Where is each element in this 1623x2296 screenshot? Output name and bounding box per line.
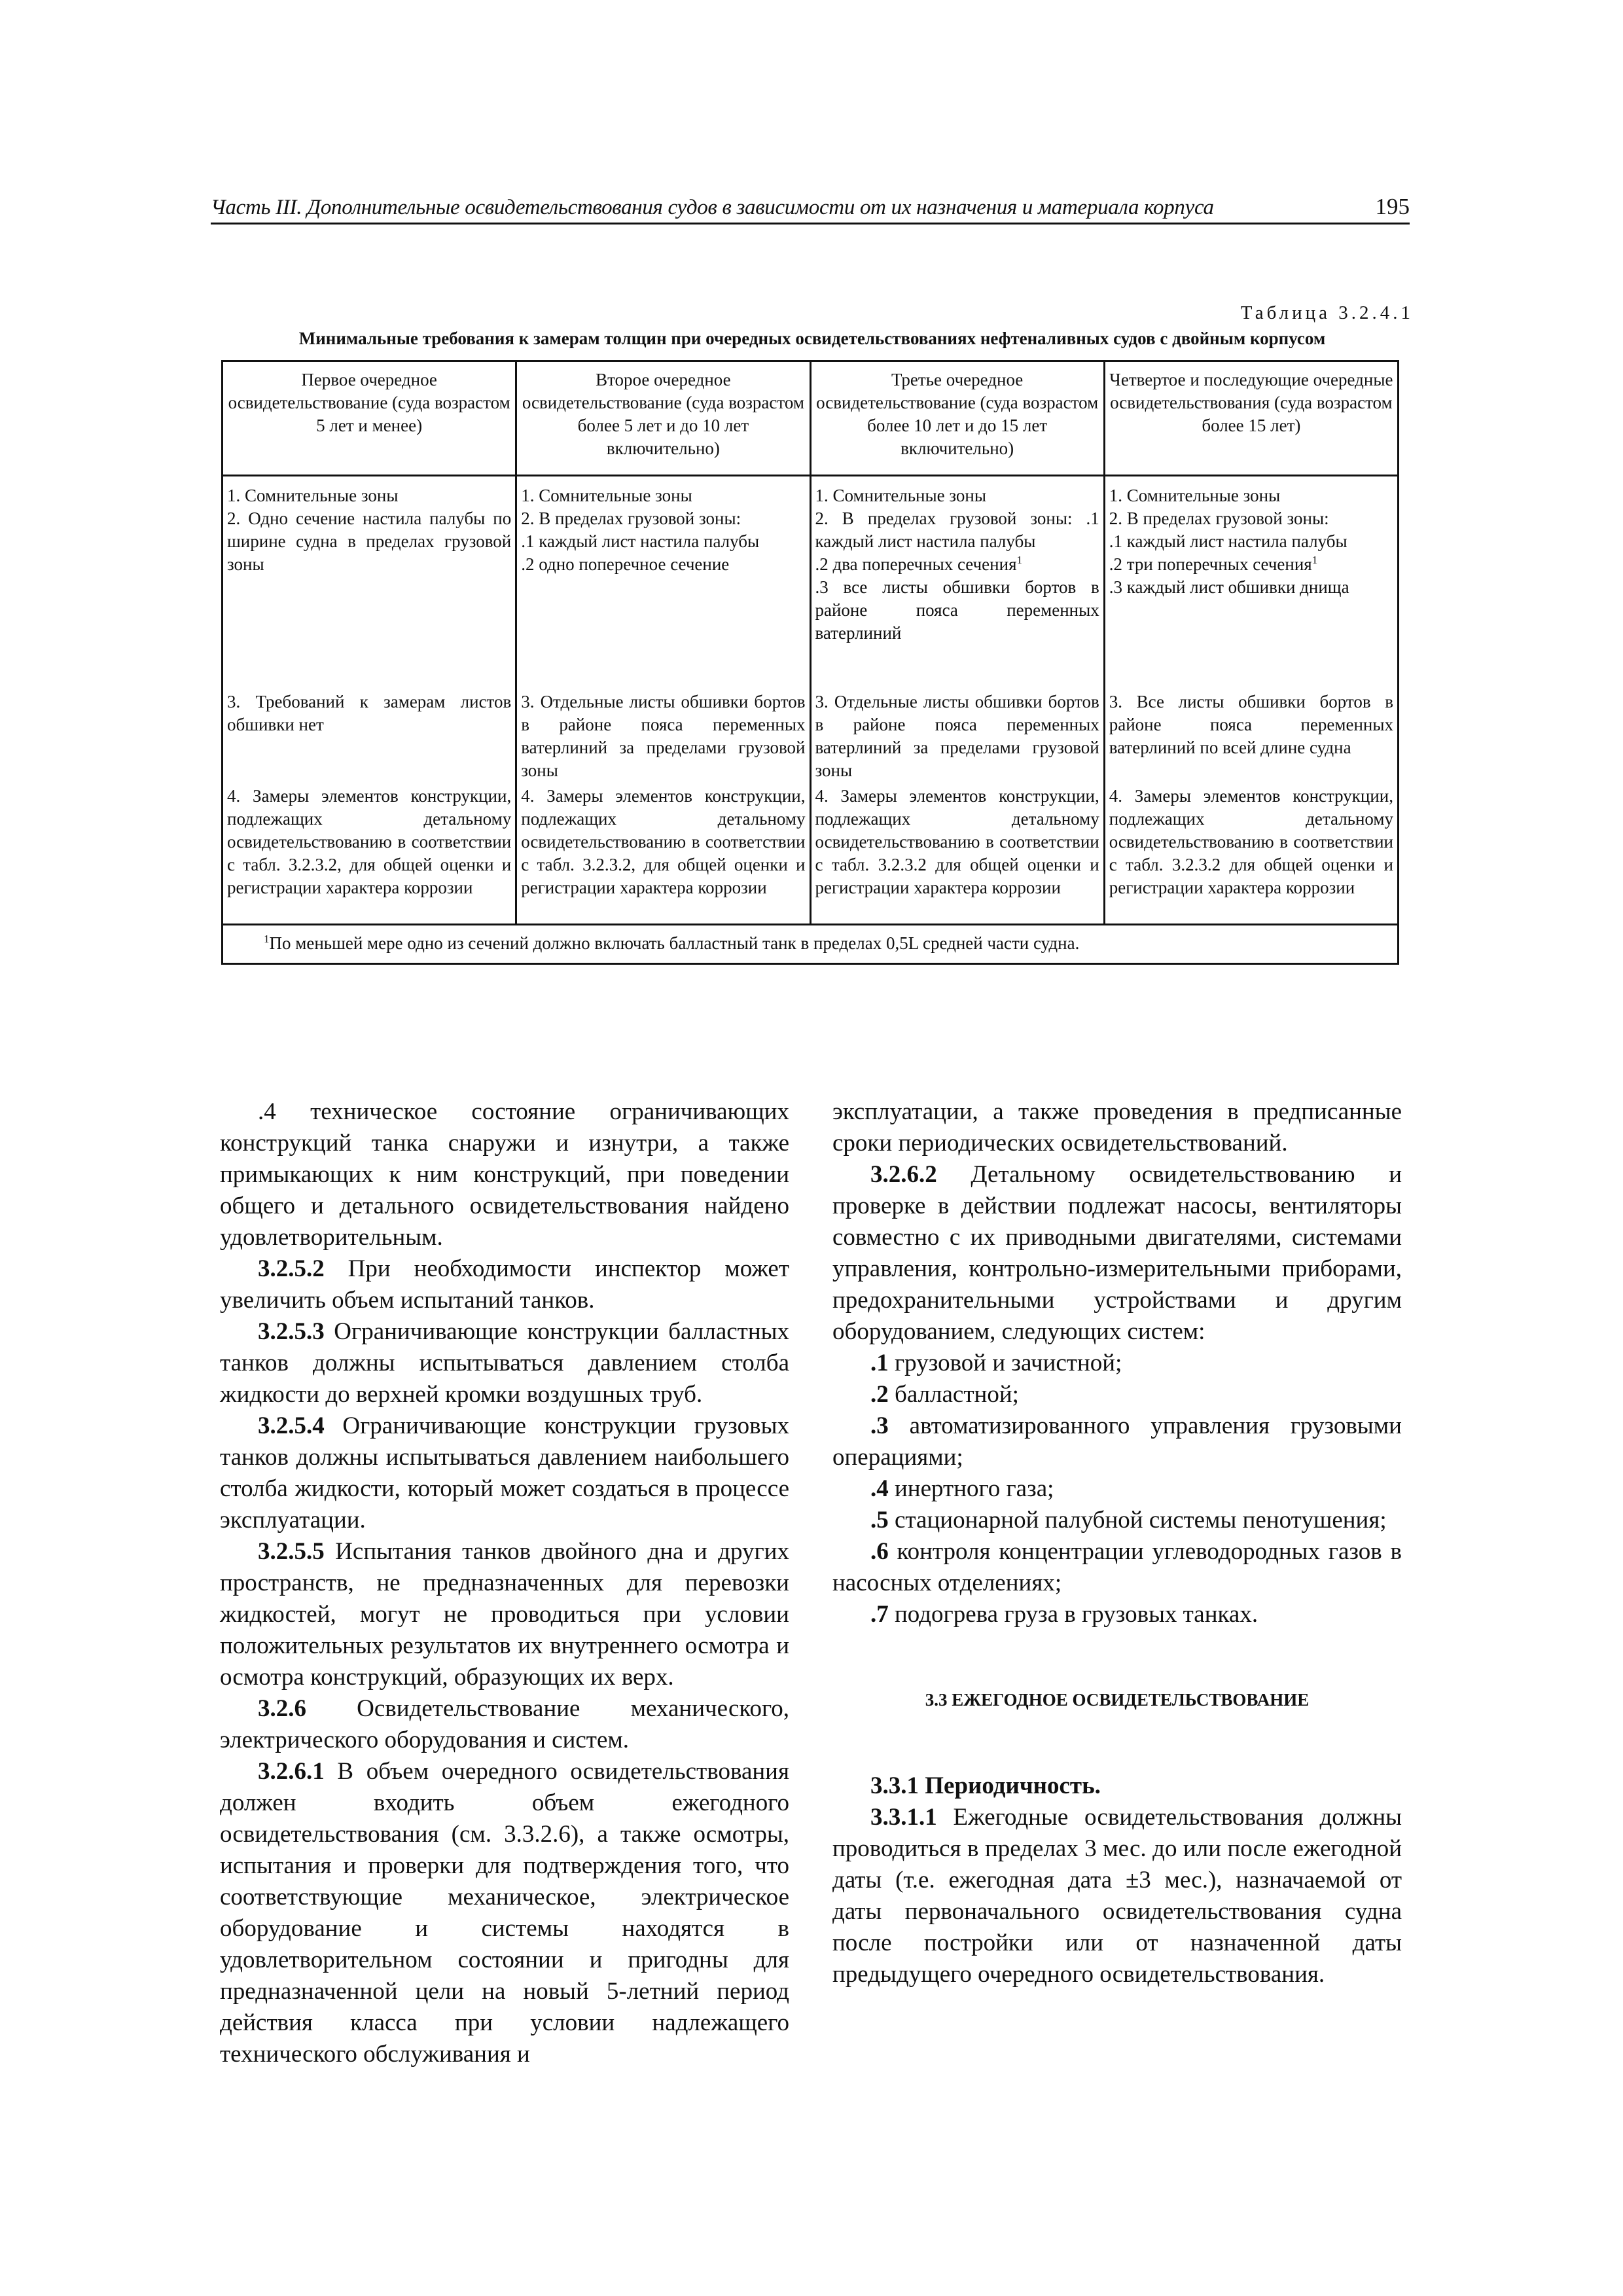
cell-line: 1. Сомнительные зоны xyxy=(1109,486,1281,505)
list-item-text: балластной; xyxy=(888,1381,1019,1408)
paragraph-text: При необходимости инспектор может увеличить объем испытаний танков. xyxy=(220,1255,789,1314)
table-cell: 3. Отдельные листы обшивки бортов в районе пояса переменных ватерлиний за пределами грузовой зоны xyxy=(810,689,1104,783)
table-cell xyxy=(223,476,516,690)
cell-line-text: .2 три поперечных сечения xyxy=(1109,554,1312,574)
cell-line: 2. В пределах грузовой зоны: xyxy=(1109,509,1329,528)
list-item xyxy=(832,1505,1402,1536)
table-footnote xyxy=(223,925,1399,964)
table-row xyxy=(223,689,1399,783)
paragraph xyxy=(220,1756,789,2070)
table-row xyxy=(223,783,1399,925)
table-header-cell: Четвертое и последующие очередные освидетельствования (суда возрастом более 15 лет) xyxy=(1104,361,1398,476)
paragraph-text: Испытания танков двойного дна и других пространств, не предназначенных для перевозки жидкостей, могут не проводиться при условии положительных результатов их внутреннего осмотра и осмотра конструкций, образующих их верх. xyxy=(220,1538,789,1691)
list-item-text: стационарной палубной системы пенотушения; xyxy=(888,1507,1387,1534)
list-item xyxy=(832,1536,1402,1599)
page-number: 195 xyxy=(1375,194,1410,219)
list-item-text: контроля концентрации углеводородных газов в насосных отделениях; xyxy=(832,1538,1402,1596)
paragraph xyxy=(220,1536,789,1693)
clause-number: 3.2.5.2 xyxy=(258,1255,325,1282)
list-marker: .4 xyxy=(870,1475,889,1502)
clause-number: 3.2.6.1 xyxy=(258,1758,325,1785)
cell-line: .2 одно поперечное сечение xyxy=(521,554,730,574)
cell-line: .3 каждый лист обшивки днища xyxy=(1109,577,1349,597)
cell-line: .1 каждый лист настила палубы xyxy=(1109,531,1347,551)
table-header-cell: Первое очередное освидетельствование (суда возрастом 5 лет и менее) xyxy=(223,361,516,476)
footnote-mark: 1 xyxy=(1016,554,1022,566)
table-header-row xyxy=(223,361,1399,476)
cell-line: .3 все листы обшивки бортов в районе пояса переменных ватерлиний xyxy=(815,577,1099,643)
paragraph xyxy=(832,1770,1402,1802)
cell-line: 2. Одно сечение настила палубы по ширине судна в пределах грузовой зоны xyxy=(227,509,512,574)
table-title: Минимальные требования к замерам толщин при очередных освидетельствованиях нефтеналивных судов с двойным корпусом xyxy=(298,329,1326,348)
section-title: 3.3 ЕЖЕГОДНОЕ ОСВИДЕТЕЛЬСТВОВАНИЕ xyxy=(925,1690,1310,1710)
paragraph xyxy=(220,1693,789,1756)
right-column xyxy=(832,1096,1402,1990)
list-item xyxy=(832,1379,1402,1410)
paragraph-text: Детальному освидетельствованию и проверке в действии подлежат насосы, вентиляторы совместно с их приводными двигателями, системами управления, контрольно-измерительными приборами, предохранительными устройствами и другим оборудованием, следующих систем: xyxy=(832,1161,1402,1345)
list-marker: .6 xyxy=(870,1538,889,1565)
table-header-cell: Третье очередное освидетельствование (суда возрастом более 10 лет и до 15 лет включительно) xyxy=(810,361,1104,476)
clause-number: 3.2.5.5 xyxy=(258,1538,325,1565)
cell-line: 1. Сомнительные зоны xyxy=(521,486,692,505)
footnote-mark: 1 xyxy=(1311,554,1318,566)
table-cell: 3. Отдельные листы обшивки бортов в районе пояса переменных ватерлиний за пределами грузовой зоны xyxy=(516,689,810,783)
cell-line: 1. Сомнительные зоны xyxy=(227,486,399,505)
list-item-text: грузовой и зачистной; xyxy=(888,1350,1122,1376)
clause-number: 3.2.5.4 xyxy=(258,1412,325,1439)
running-header xyxy=(211,194,1410,224)
table-header-cell: Второе очередное освидетельствование (суда возрастом более 5 лет и до 10 лет включительно) xyxy=(516,361,810,476)
paragraph xyxy=(832,1802,1402,1990)
cell-line-text: .2 два поперечных сечения xyxy=(815,554,1017,574)
list-item-text: подогрева груза в грузовых танках. xyxy=(888,1601,1258,1628)
list-marker: .2 xyxy=(870,1381,889,1408)
paragraph-text: Освидетельствование механического, электрического оборудования и систем. xyxy=(220,1695,789,1753)
paragraph xyxy=(220,1316,789,1410)
paragraph-text: В объем очередного освидетельствования должен входить объем ежегодного освидетельствования (см. 3.3.2.6), а также осмотры, испытания и проверки для подтверждения того, что соответствующие механическое, электрическое оборудование и системы находятся в удовлетворительном состоянии и пригодны для предназначенной цели на новый 5-летний период действия класса при условии надлежащего технического обслуживания и xyxy=(220,1758,789,2068)
footnote-text: По меньшей мере одно из сечений должно включать балластный танк в пределах 0,5L средней части судна. xyxy=(269,933,1080,953)
paragraph xyxy=(220,1410,789,1536)
paragraph-text: Ежегодные освидетельствования должны проводиться в пределах 3 мес. до или после ежегодной даты (т.е. ежегодная дата ±3 мес.), назначаемой от даты первоначального освидетельствования судна после постройки или от назначенной даты предыдущего очередного освидетельствования. xyxy=(832,1804,1402,1988)
cell-line: .1 каждый лист настила палубы xyxy=(521,531,760,551)
paragraph xyxy=(832,1159,1402,1348)
running-title: Часть III. Дополнительные освидетельствования судов в зависимости от их назначения и материала корпуса xyxy=(211,196,1214,219)
cell-line: 2. В пределах грузовой зоны: .1 каждый лист настила палубы xyxy=(815,509,1099,551)
list-marker: .5 xyxy=(870,1507,889,1534)
table-cell xyxy=(810,476,1104,690)
paragraph-heading: Периодичность. xyxy=(919,1772,1101,1799)
cell-line: 2. В пределах грузовой зоны: xyxy=(521,509,741,528)
list-marker: .7 xyxy=(870,1601,889,1628)
cell-line: 1. Сомнительные зоны xyxy=(815,486,986,505)
table-cell xyxy=(1104,476,1398,690)
list-item xyxy=(832,1473,1402,1505)
paragraph: .4 техническое состояние ограничивающих конструкций танка снаружи и изнутри, а также примыкающих к ним конструкций, при поведении общего и детального освидетельствования найдено удовлетворительным. xyxy=(220,1098,789,1251)
table-cell xyxy=(516,476,810,690)
paragraph-text: Ограничивающие конструкции грузовых танков должны испытываться давлением наибольшего столба жидкости, который может создаться в процессе эксплуатации. xyxy=(220,1412,789,1534)
table-cell: 4. Замеры элементов конструкции, подлежащих детальному освидетельствованию в соответствии с табл. 3.2.3.2, для общей оценки и регистрации характера коррозии xyxy=(516,783,810,925)
table-cell: 4. Замеры элементов конструкции, подлежащих детальному освидетельствованию в соответствии с табл. 3.2.3.2, для общей оценки и регистрации характера коррозии xyxy=(223,783,516,925)
table-caption: Таблица 3.2.4.1 xyxy=(1240,302,1414,323)
thickness-table xyxy=(221,360,1399,965)
list-marker: .3 xyxy=(870,1412,889,1439)
list-item xyxy=(832,1599,1402,1630)
list-item xyxy=(832,1348,1402,1379)
table-cell: 3. Требований к замерам листов обшивки нет xyxy=(223,689,516,783)
paragraph-text: Ограничивающие конструкции балластных танков должны испытываться давлением столба жидкости до верхней кромки воздушных труб. xyxy=(220,1318,789,1408)
paragraph: эксплуатации, а также проведения в предписанные сроки периодических освидетельствований. xyxy=(832,1098,1402,1157)
cell-line xyxy=(815,553,1099,576)
clause-number: 3.2.6.2 xyxy=(870,1161,937,1188)
table-cell: 3. Все листы обшивки бортов в районе пояса переменных ватерлиний по всей длине судна xyxy=(1104,689,1398,783)
table-row xyxy=(223,476,1399,690)
table-footnote-row xyxy=(223,925,1399,964)
clause-number: 3.2.6 xyxy=(258,1695,306,1722)
left-column xyxy=(220,1096,789,2070)
footnote-mark: 1 xyxy=(264,933,270,945)
table-cell: 4. Замеры элементов конструкции, подлежащих детальному освидетельствованию в соответствии с табл. 3.2.3.2 для общей оценки и регистрации характера коррозии xyxy=(810,783,1104,925)
clause-number: 3.3.1 xyxy=(870,1772,919,1799)
list-marker: .1 xyxy=(870,1350,889,1376)
paragraph xyxy=(220,1253,789,1316)
clause-number: 3.2.5.3 xyxy=(258,1318,325,1345)
list-item xyxy=(832,1410,1402,1473)
list-item-text: автоматизированного управления грузовыми операциями; xyxy=(832,1412,1402,1471)
list-item-text: инертного газа; xyxy=(888,1475,1054,1502)
cell-line xyxy=(1109,553,1393,576)
clause-number: 3.3.1.1 xyxy=(870,1804,937,1831)
table-cell: 4. Замеры элементов конструкции, подлежащих детальному освидетельствованию в соответствии с табл. 3.2.3.2 для общей оценки и регистрации характера коррозии xyxy=(1104,783,1398,925)
